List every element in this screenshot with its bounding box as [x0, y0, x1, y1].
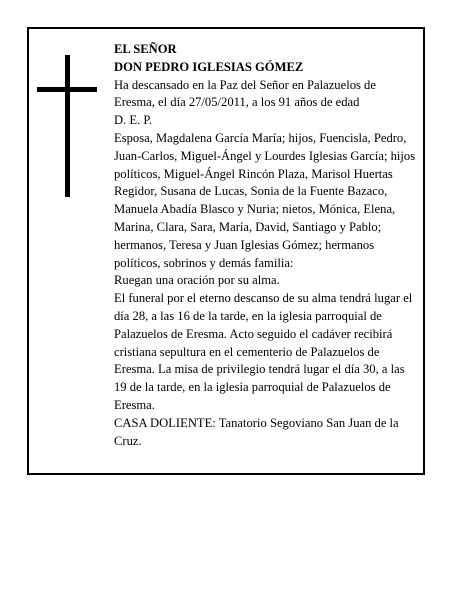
cross-icon: [37, 55, 97, 197]
rip-line: D. E. P.: [114, 113, 153, 128]
death-notice: Ha descansado en la Paz del Señor en Palazuelos de Eresma, el día 27/05/2011, a los 91 años de edad: [114, 77, 376, 110]
deceased-name: DON PEDRO IGLESIAS GÓMEZ: [114, 59, 304, 74]
cross-horizontal-bar: [37, 87, 97, 92]
mourning-house: CASA DOLIENTE: Tanatorio Segoviano San Juan de la Cruz.: [114, 415, 399, 448]
prayer-request: Ruegan una oración por su alma.: [114, 273, 280, 288]
funeral-info: El funeral por el eterno descanso de su alma tendrá lugar el día 28, a las 16 de la tarde, en la iglesia parroquial de Palazuelos de Eresma. Acto seguido el cadáver recibirá cristiana sepultura en el cementerio de Palazuelos de Eresma. La misa de privilegio tendrá lugar el día 30, a las 19 de la tarde, en la iglesia parroquial de Palazuelos de Eresma.: [114, 291, 413, 412]
cross-vertical-bar: [65, 55, 70, 197]
family-list: Esposa, Magdalena García María; hijos, Fuencisla, Pedro, Juan-Carlos, Miguel-Ángel y Lourdes Iglesias García; hijos políticos, Miguel-Ángel Rincón Plaza, Marisol Huertas Regidor, Susana de Lucas, Sonia de la Fuente Bazaco, Manuela Abadía Blasco y Nuria; nietos, Mónica, Elena, Marina, Clara, Sara, María, David, Santiago y Pablo; hermanos, Teresa y Juan Iglesias Gómez; hermanos políticos, sobrinos y demás familia:: [114, 130, 416, 270]
obituary-text: [114, 41, 416, 450]
title-line: EL SEÑOR: [114, 42, 177, 56]
